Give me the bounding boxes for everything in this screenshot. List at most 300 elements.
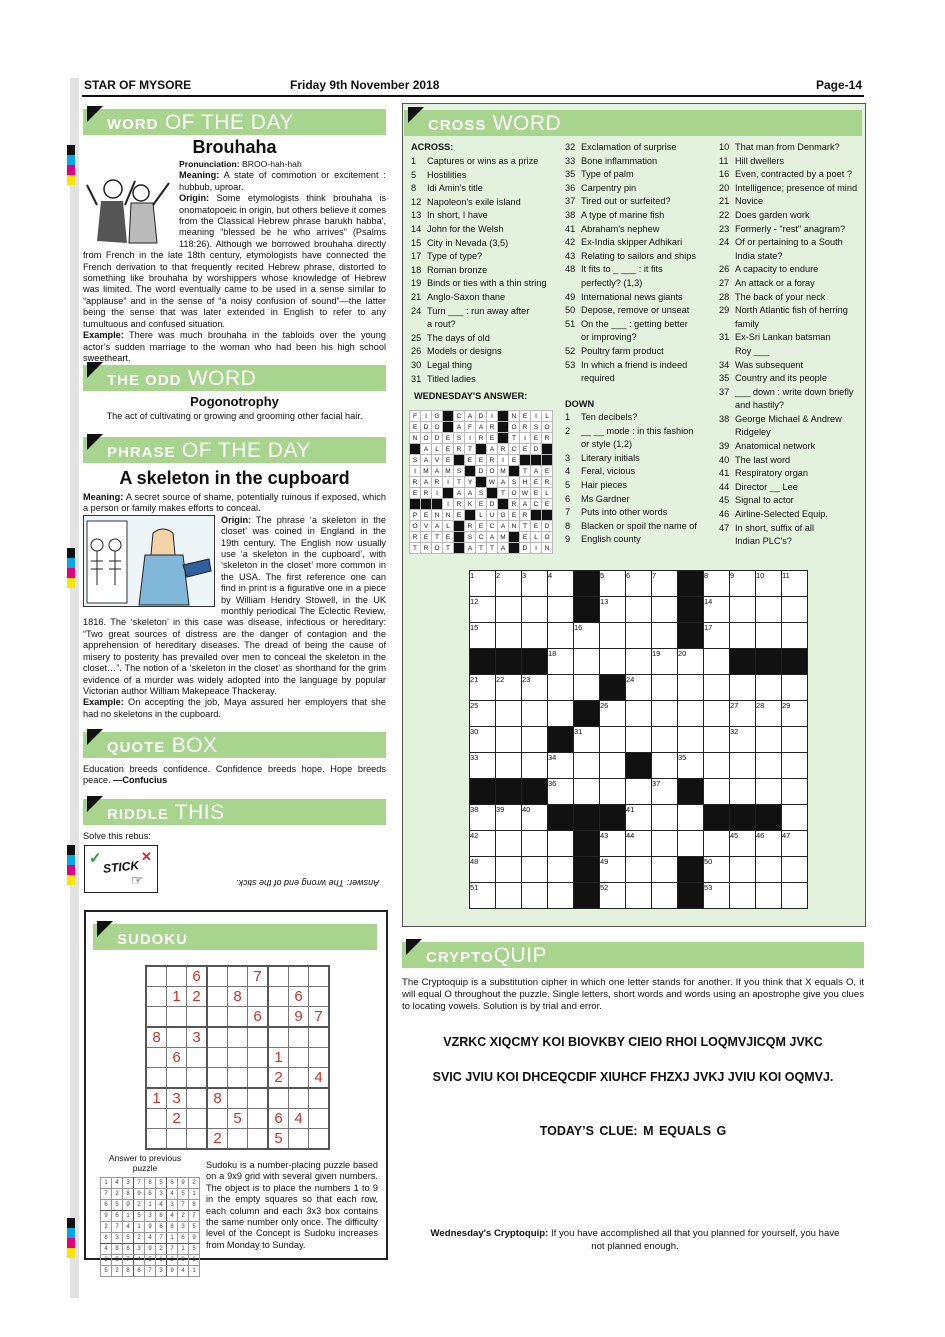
crossword-cell[interactable] [704,753,730,779]
answer-cell: A [520,499,531,510]
crossword-cell[interactable]: 21 [470,675,496,701]
sudoku-cell[interactable] [167,1027,187,1048]
answer-cell: D [542,521,553,532]
crossword-cell[interactable]: 26 [600,701,626,727]
crossword-cell[interactable]: 37 [652,779,678,805]
sudoku-cell[interactable] [187,1109,208,1129]
crossword-cell[interactable] [522,701,548,727]
previous-sudoku-cell: 8 [189,1200,200,1211]
sudoku-cell[interactable] [167,1068,187,1089]
sudoku-cell[interactable] [207,1007,228,1028]
across-clue: 24 Turn ___ : run away after [411,305,530,316]
sudoku-cell[interactable]: 6 [248,1007,269,1028]
sudoku-cell[interactable] [228,1088,248,1109]
crossword-cell[interactable] [652,597,678,623]
crossword-cell[interactable] [730,883,756,909]
sudoku-cell[interactable]: 2 [167,1109,187,1129]
answer-cell: H [520,477,531,488]
previous-sudoku-cell: 4 [167,1211,178,1222]
crossword-cell[interactable] [652,727,678,753]
sudoku-cell[interactable]: 6 [289,987,309,1007]
previous-sudoku-cell: 8 [123,1266,134,1277]
answer-cell: A [465,411,476,422]
crossword-cell[interactable] [652,805,678,831]
previous-sudoku-cell: 6 [112,1211,123,1222]
odd-word-band: THE ODD WORD [83,365,386,391]
across-clue: a rout? [427,319,456,330]
crossword-cell[interactable] [704,675,730,701]
crossword-cell[interactable] [652,883,678,909]
crossword-cell[interactable]: 33 [470,753,496,779]
sudoku-cell[interactable] [146,966,167,987]
down-clue: or style (1,2) [581,439,633,450]
sudoku-cell[interactable] [187,1129,208,1150]
crossword-cell[interactable] [756,753,782,779]
crossword-cell[interactable] [730,597,756,623]
crossword-cell[interactable]: 45 [730,831,756,857]
crossword-cell[interactable] [678,675,704,701]
previous-sudoku-cell: 9 [189,1233,200,1244]
sudoku-cell[interactable]: 7 [309,1007,330,1028]
crossword-cell[interactable] [782,675,808,701]
crossword-cell[interactable] [600,649,626,675]
crossword-cell[interactable] [626,649,652,675]
crossword-cell[interactable] [600,623,626,649]
previous-sudoku-cell: 7 [112,1222,123,1233]
crossword-cell[interactable] [782,753,808,779]
crossword-cell[interactable]: 35 [678,753,704,779]
answer-cell [498,433,509,444]
crossword-cell[interactable] [782,779,808,805]
crossword-cell[interactable]: 17 [704,623,730,649]
sudoku-cell[interactable] [309,1088,330,1109]
crossword-cell[interactable] [548,701,574,727]
answer-cell: A [421,477,432,488]
sudoku-cell[interactable] [248,1048,269,1068]
crossword-cell[interactable]: 28 [756,701,782,727]
crossword-cell[interactable] [756,597,782,623]
crossword-cell[interactable]: 6 [626,571,652,597]
crossword-cell[interactable]: 11 [782,571,808,597]
sudoku-cell[interactable] [187,1048,208,1068]
previous-sudoku-cell: 7 [156,1233,167,1244]
crossword-cell[interactable] [600,753,626,779]
down-clues-col3 [719,141,857,549]
sudoku-cell[interactable] [309,1129,330,1150]
crossword-cell[interactable]: 34 [548,753,574,779]
down-clue: 3 Literary initials [565,452,640,463]
crossword-cell[interactable] [756,727,782,753]
sudoku-cell[interactable]: 2 [268,1068,289,1089]
sudoku-cell[interactable]: 6 [187,966,208,987]
across-clue: perfectly? (1,3) [581,277,643,288]
crossword-cell[interactable] [782,727,808,753]
crossword-cell[interactable] [756,779,782,805]
down-clue: 26 A capacity to endure [719,264,819,275]
sudoku-cell[interactable]: 4 [309,1068,330,1089]
crossword-cell[interactable] [522,727,548,753]
sudoku-cell[interactable] [187,1068,208,1089]
crossword-cell[interactable] [496,701,522,727]
sudoku-cell[interactable]: 8 [146,1027,167,1048]
sudoku-cell[interactable] [228,1129,248,1150]
crossword-cell[interactable] [522,831,548,857]
sudoku-cell[interactable] [289,1068,309,1089]
crossword-cell[interactable] [626,727,652,753]
down-clue: 7 Puts into other words [565,507,668,518]
across-clue: 21 Anglo-Saxon thane [411,291,506,302]
crossword-cell[interactable] [496,623,522,649]
crossword-cell[interactable]: 36 [548,779,574,805]
sudoku-cell[interactable] [228,1068,248,1089]
answer-cell: D [487,499,498,510]
crossword-cell[interactable] [522,597,548,623]
crossword-cell[interactable] [704,701,730,727]
crossword-cell[interactable]: 23 [522,675,548,701]
sudoku-cell[interactable]: 1 [167,987,187,1007]
answer-cell: A [531,466,542,477]
sudoku-cell[interactable] [289,1088,309,1109]
crossword-cell[interactable] [548,597,574,623]
crossword-cell[interactable] [496,727,522,753]
crossword-cell[interactable]: 9 [730,571,756,597]
previous-sudoku-cell: 2 [101,1222,112,1233]
crossword-cell [522,779,548,805]
crossword-cell[interactable] [782,857,808,883]
answer-cell: O [487,466,498,477]
crossword-cell[interactable] [574,753,600,779]
crossword-cell[interactable] [652,675,678,701]
answer-cell: E [421,532,432,543]
sudoku-cell[interactable] [207,1068,228,1089]
crossword-cell[interactable] [548,675,574,701]
answer-cell: T [410,543,421,554]
crossword-cell[interactable] [704,727,730,753]
crossword-cell[interactable] [548,831,574,857]
crossword-cell[interactable] [626,623,652,649]
crossword-cell[interactable]: 42 [470,831,496,857]
sudoku-cell[interactable] [268,966,289,987]
crossword-cell[interactable] [574,779,600,805]
crossword-cell[interactable] [548,857,574,883]
crossword-cell[interactable] [496,753,522,779]
sudoku-cell[interactable] [207,1048,228,1068]
sudoku-cell[interactable]: 3 [167,1088,187,1109]
crossword-cell[interactable] [678,701,704,727]
sudoku-cell[interactable] [146,1007,167,1028]
sudoku-cell[interactable]: 2 [207,1129,228,1150]
crossword-cell[interactable] [496,831,522,857]
sudoku-cell[interactable]: 5 [228,1109,248,1129]
sudoku-cell[interactable] [207,1109,228,1129]
sudoku-cell[interactable]: 1 [146,1088,167,1109]
answer-cell: I [421,411,432,422]
phrase-title: A skeleton in the cupboard [119,468,350,488]
crossword-cell[interactable] [678,805,704,831]
sudoku-cell[interactable] [146,1109,167,1129]
sudoku-cell[interactable]: 9 [289,1007,309,1028]
answer-cell [454,543,465,554]
sudoku-cell[interactable] [268,1088,289,1109]
crossword-cell[interactable]: 39 [496,805,522,831]
sudoku-cell[interactable] [207,966,228,987]
crossword-cell[interactable]: 8 [704,571,730,597]
answer-cell [432,499,443,510]
down-clue: 38 George Michael & Andrew [719,413,842,424]
sudoku-cell[interactable] [248,1068,269,1089]
sudoku-cell[interactable] [146,987,167,1007]
word-of-day-body: Pronunciation: BROO-hah-hah Meaning: A state of commotion or excitement : hubbub, uproar. Origin: Some etymologists think brouhaha is onomatopoeic in origin, but others believe it comes from the Classical Hebrew phrase barukh habba', meaning “blessed be he who arrives” (Psalms 118:26). Although we borrowed brouhaha directly from French in the late 18th century, etymologists have connected the French derivation to that frequently recited Hebrew phrase, distorted to something like brouhaha by worshippers whose knowledge of Hebrew was limited. The word eventually came to be used in a sense similar to “applause” and in the sense of “a noisy confusion of sound”—the latter being the sense that was later extended in English to refer to any tumultuous and confused situation. Example: There was much brouhaha in the tabloids over the young actor’s sudden marriage to the woman who had been his high school sweetheart. [83,159,386,363]
sudoku-cell[interactable] [248,1027,269,1048]
previous-sudoku-cell: 4 [156,1200,167,1211]
sudoku-cell[interactable] [309,1109,330,1129]
crossword-cell[interactable] [496,883,522,909]
answer-cell: N [509,521,520,532]
sudoku-cell[interactable] [146,1048,167,1068]
sudoku-cell[interactable] [167,1129,187,1150]
crossword-cell [704,805,730,831]
crossword-cell[interactable]: 51 [470,883,496,909]
down-clue: 21 Novice [719,196,764,207]
crossword-cell[interactable] [756,675,782,701]
crossword-cell[interactable] [756,883,782,909]
sudoku-cell[interactable]: 6 [167,1048,187,1068]
down-clue: 29 North Atlantic fish of herring [719,305,848,316]
crossword-cell[interactable] [600,727,626,753]
answer-cell: R [465,521,476,532]
crossword-cell[interactable] [782,623,808,649]
crossword-cell[interactable]: 18 [548,649,574,675]
sudoku-cell[interactable] [289,1129,309,1150]
sudoku-cell[interactable] [167,966,187,987]
sudoku-cell[interactable] [146,1129,167,1150]
across-clue: 43 Relating to sailors and ships [565,250,696,261]
crossword-cell[interactable]: 22 [496,675,522,701]
answer-cell: D [421,422,432,433]
sudoku-cell[interactable] [228,1007,248,1028]
crossword-cell[interactable] [730,857,756,883]
crossword-cell[interactable]: 30 [470,727,496,753]
sudoku-cell[interactable] [248,1088,269,1109]
crossword-cell[interactable] [782,597,808,623]
crossword-cell[interactable] [678,727,704,753]
sudoku-cell[interactable]: 8 [207,1088,228,1109]
sudoku-cell[interactable]: 7 [248,966,269,987]
crossword-cell[interactable] [574,675,600,701]
sudoku-cell[interactable] [248,987,269,1007]
crossword-cell[interactable]: 43 [600,831,626,857]
sudoku-cell[interactable] [248,1109,269,1129]
crossword-cell[interactable] [782,805,808,831]
crossword-cell[interactable] [756,623,782,649]
answer-cell: P [410,510,421,521]
crossword-cell[interactable] [574,649,600,675]
answer-cell: R [410,532,421,543]
crossword-cell[interactable]: 16 [574,623,600,649]
sudoku-cell[interactable] [187,1088,208,1109]
sudoku-cell[interactable] [207,987,228,1007]
down-clue: 4 Feral, vicious [565,466,636,477]
answer-cell: T [498,488,509,499]
sudoku-cell[interactable]: 3 [187,1027,208,1048]
previous-sudoku-cell: 4 [178,1266,189,1277]
sudoku-cell[interactable] [268,987,289,1007]
across-clue: 8 Idi Amin's title [411,183,483,194]
sudoku-cell[interactable] [187,1007,208,1028]
crossword-cell[interactable] [704,779,730,805]
crossword-cell[interactable] [704,831,730,857]
down-clue: 35 Country and its people [719,373,827,384]
crossword-cell[interactable] [626,779,652,805]
crossword-cell[interactable]: 24 [626,675,652,701]
answer-cell: C [454,411,465,422]
crossword-cell[interactable] [652,753,678,779]
sudoku-cell[interactable] [289,966,309,987]
answer-cell: S [410,455,421,466]
crossword-band: CROSS WORD [404,110,862,136]
sudoku-cell[interactable] [289,1048,309,1068]
sudoku-cell[interactable] [228,1048,248,1068]
answer-cell: M [421,466,432,477]
crossword-cell[interactable] [730,753,756,779]
across-clue: 42 Ex-India skipper Adhikari [565,237,683,248]
crossword-cell[interactable] [652,857,678,883]
sudoku-cell[interactable]: 8 [228,987,248,1007]
crossword-cell[interactable]: 48 [470,857,496,883]
crossword-cell[interactable]: 12 [470,597,496,623]
riddle-prompt: Solve this rebus: [83,831,151,841]
sudoku-cell[interactable] [146,1068,167,1089]
sudoku-cell[interactable] [309,987,330,1007]
crossword-cell[interactable]: 19 [652,649,678,675]
crossword-cell[interactable] [548,623,574,649]
crossword-cell[interactable] [652,623,678,649]
answer-cell: D [531,444,542,455]
crossword-cell[interactable]: 27 [730,701,756,727]
previous-sudoku-cell: 8 [123,1189,134,1200]
sudoku-cell[interactable] [309,1048,330,1068]
previous-sudoku-cell: 3 [112,1233,123,1244]
down-clue: and hastily? [735,400,785,411]
crossword-cell[interactable]: 50 [704,857,730,883]
sudoku-cell[interactable] [228,1027,248,1048]
crossword-cell[interactable] [652,831,678,857]
answer-cell: E [465,455,476,466]
crossword-cell[interactable]: 38 [470,805,496,831]
crossword-cell[interactable]: 15 [470,623,496,649]
crossword-cell[interactable] [652,701,678,727]
crossword-cell[interactable]: 49 [600,857,626,883]
crossword-cell[interactable] [522,623,548,649]
crossword-cell[interactable]: 31 [574,727,600,753]
sudoku-cell[interactable] [309,966,330,987]
crossword-cell[interactable] [678,831,704,857]
crossword-cell[interactable] [626,597,652,623]
answer-cell: R [520,422,531,433]
crossword-cell[interactable]: 5 [600,571,626,597]
crossword-cell[interactable] [730,779,756,805]
sudoku-cell[interactable] [309,1027,330,1048]
answer-cell: R [454,499,465,510]
crossword-cell[interactable] [496,597,522,623]
sudoku-cell[interactable] [248,1129,269,1150]
sudoku-cell[interactable]: 5 [268,1129,289,1150]
crossword-cell[interactable]: 25 [470,701,496,727]
across-clue: 41 Abraham's nephew [565,223,660,234]
crossword-cell[interactable]: 7 [652,571,678,597]
crossword-cell[interactable] [600,779,626,805]
crossword-cell[interactable]: 13 [600,597,626,623]
crossword-cell[interactable] [522,753,548,779]
crossword-cell[interactable] [626,701,652,727]
crossword-cell[interactable] [730,623,756,649]
sudoku-cell[interactable] [207,1027,228,1048]
answer-cell: V [432,455,443,466]
crossword-cell[interactable]: 20 [678,649,704,675]
crossword-cell[interactable]: 4 [548,571,574,597]
crossword-cell[interactable] [496,857,522,883]
sudoku-cell[interactable]: 1 [268,1048,289,1068]
crossword-cell [574,701,600,727]
crossword-cell[interactable] [522,857,548,883]
crossword-cell[interactable]: 53 [704,883,730,909]
sudoku-cell[interactable]: 6 [268,1109,289,1129]
crossword-cell[interactable]: 47 [782,831,808,857]
sudoku-cell[interactable]: 2 [187,987,208,1007]
crossword-cell[interactable]: 3 [522,571,548,597]
crossword-cell[interactable]: 2 [496,571,522,597]
crossword-cell[interactable] [756,857,782,883]
answer-cell: R [498,444,509,455]
sudoku-cell[interactable]: 4 [289,1109,309,1129]
crossword-cell[interactable]: 52 [600,883,626,909]
crossword-cell[interactable]: 41 [626,805,652,831]
answer-cell: E [531,433,542,444]
crossword-cell[interactable] [730,675,756,701]
crossword-cell[interactable] [782,883,808,909]
answer-cell: E [520,411,531,422]
crossword-cell[interactable]: 1 [470,571,496,597]
crossword-cell[interactable] [626,883,652,909]
answer-cell: N [542,543,553,554]
crossword-cell[interactable] [704,649,730,675]
answer-cell [454,532,465,543]
crossword-cell[interactable]: 32 [730,727,756,753]
crossword-cell[interactable]: 40 [522,805,548,831]
crossword-cell[interactable]: 10 [756,571,782,597]
answer-cell [443,488,454,499]
crossword-cell[interactable] [548,883,574,909]
crossword-cell [678,623,704,649]
crossword-cell[interactable]: 46 [756,831,782,857]
crossword-cell[interactable]: 29 [782,701,808,727]
answer-cell: E [443,444,454,455]
answer-cell: A [454,422,465,433]
crossword-cell [574,597,600,623]
sudoku-cell[interactable] [228,966,248,987]
crossword-cell[interactable] [626,857,652,883]
answer-cell [498,411,509,422]
answer-cell: E [509,510,520,521]
sudoku-cell[interactable] [268,1027,289,1048]
sudoku-cell[interactable] [289,1027,309,1048]
sudoku-cell[interactable] [268,1007,289,1028]
previous-sudoku-cell: 1 [123,1211,134,1222]
crossword-cell[interactable]: 44 [626,831,652,857]
crossword-cell[interactable]: 14 [704,597,730,623]
crossword-cell[interactable] [522,883,548,909]
sudoku-cell[interactable] [167,1007,187,1028]
